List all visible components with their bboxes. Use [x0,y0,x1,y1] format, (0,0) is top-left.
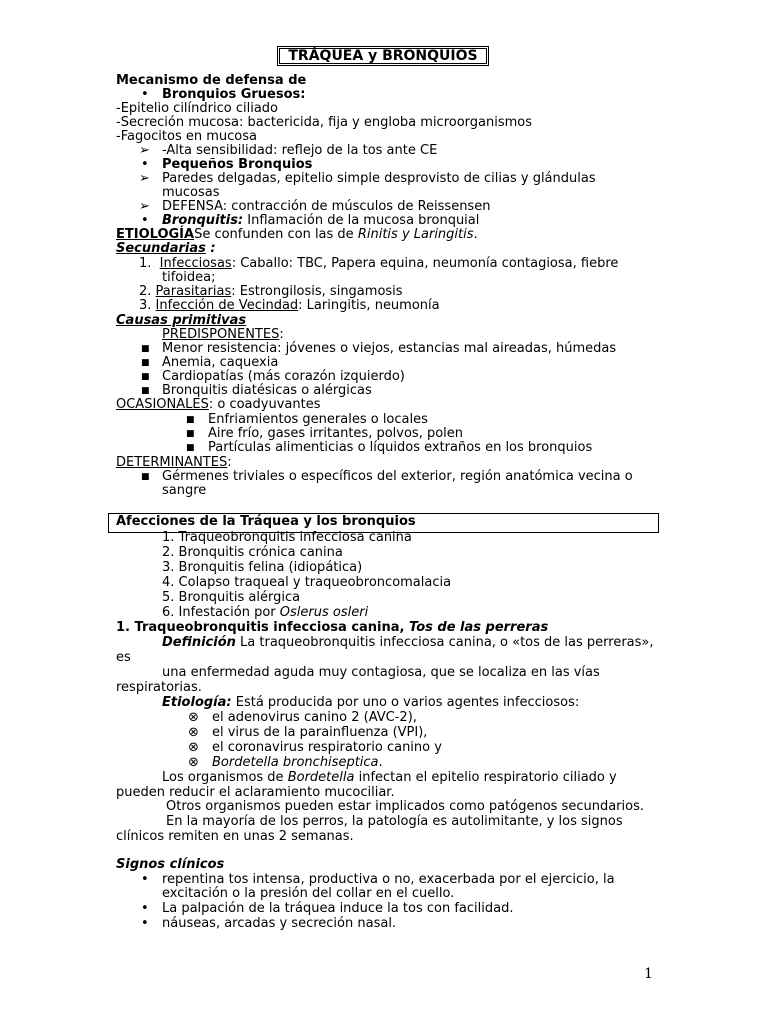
list-item [139,299,440,313]
text-span: : Estrongilosis, singamosis [231,284,403,299]
small-bronchi-heading: Pequeños Bronquios [162,157,313,172]
text-line: -Secreción mucosa: bactericida, fija y engloba microorganismos [116,115,533,130]
text-span: : Laringitis, neumonía [298,298,440,313]
square-bullet-icon: ■ [141,472,150,482]
text-span: Bordetella bronchiseptica [212,755,379,770]
section-heading [116,621,548,635]
text-line: -Fagocitos en mucosa [116,129,257,144]
list-item: 5. Bronquitis alérgica [162,590,301,605]
agent-item: el adenovirus canino 2 (AVC-2), [212,710,417,725]
list-item: 1. Traqueobronquitis infecciosa canina [162,530,412,545]
causas-heading: Causas primitivas [116,313,247,328]
text-line: excitación o la presión del collar en el cuello. [162,886,455,901]
text-span: : [227,455,232,470]
text-span: Tos de las perreras [409,620,549,635]
text-span: Infección de Vecindad [155,298,299,313]
square-bullet-icon: ■ [186,415,195,425]
text-span: Secundarias [116,241,206,256]
text-span: : o coadyuvantes [208,397,321,412]
afecciones-heading: Afecciones de la Tráquea y los bronquios [116,514,416,529]
bullet-icon: • [141,901,149,916]
bullet-icon: • [141,157,149,172]
text-span: Se confunden con las de [194,227,358,242]
list-item: 3. Bronquitis felina (idiopática) [162,560,363,575]
text-span: Está producida por uno o varios agentes infecciosos: [231,695,580,710]
circle-cross-icon: ⊗ [188,725,199,740]
bullet-icon: • [141,213,149,228]
text-line: Menor resistencia: jóvenes o viejos, estancias mal aireadas, húmedas [162,341,617,356]
bronquitis-label: Bronquitis: [162,213,244,228]
text-span: Etiología: [162,695,232,710]
signos-heading: Signos clínicos [116,857,225,872]
text-span: OCASIONALES [116,397,209,412]
text-span: Los organismos de [162,770,288,785]
etiologia-label: ETIOLOGÍA [116,227,195,242]
text-line: Partículas alimenticias o líquidos extraños en los bronquios [208,440,593,455]
text-span: 1. Traqueobronquitis infecciosa canina, [116,620,409,635]
arrow-icon: ➢ [139,171,150,186]
agent-item [212,756,383,770]
text-span: Infecciosas [159,256,232,271]
agent-item: el coronavirus respiratorio canino y [212,740,442,755]
text-line: Cardiopatías (más corazón izquierdo) [162,369,405,384]
text-span: La traqueobronquitis infecciosa canina, o «tos de las perreras», [235,635,654,650]
square-bullet-icon: ■ [186,443,195,453]
bronquitis-line [162,214,479,228]
list-item: 2. Bronquitis crónica canina [162,545,343,560]
list-item [139,257,618,271]
document-title: TRÁQUEA y BRONQUIOS [277,46,489,66]
text-line: pueden reducir el aclaramiento mucociliar. [116,785,395,800]
ocasionales-line [116,398,320,412]
text-span: Definición [162,635,236,650]
list-item [162,606,368,620]
bullet-icon: • [141,916,149,931]
text-span: : [205,241,216,256]
large-bronchi-heading: Bronquios Gruesos: [162,87,306,102]
bullet-icon: • [141,872,149,887]
square-bullet-icon: ■ [141,386,150,396]
text-line: respiratorias. [116,680,202,695]
arrow-icon: ➢ [139,199,150,214]
text-line: DEFENSA: contracción de músculos de Reissensen [162,199,491,214]
text-line: una enfermedad aguda muy contagiosa, que se localiza en las vías [162,665,600,680]
text-line [162,771,617,785]
text-span: . [378,755,383,770]
text-line: Aire frío, gases irritantes, polvos, polen [208,426,464,441]
text-line: En la mayoría de los perros, la patología es autolimitante, y los signos [166,814,623,829]
circle-cross-icon: ⊗ [188,740,199,755]
definicion-line [162,636,654,650]
text-line: es [116,650,131,665]
square-bullet-icon: ■ [186,429,195,439]
text-line: Otros organismos pueden estar implicados como patógenos secundarios. [166,799,644,814]
text-line: clínicos remiten en unas 2 semanas. [116,829,354,844]
text-line: tifoidea; [162,270,216,285]
text-span: Oslerus osleri [279,605,369,620]
text-line: La palpación de la tráquea induce la tos con facilidad. [162,901,514,916]
square-bullet-icon: ■ [141,372,150,382]
square-bullet-icon: ■ [141,344,150,354]
page-number: 1 [644,966,653,982]
text-span: Rinitis y Laringitis [357,227,474,242]
text-span: PREDISPONENTES [162,327,280,342]
text-span: Bordetella [287,770,355,785]
bronquitis-text: Inflamación de la mucosa bronquial [243,213,480,228]
defense-heading: Mecanismo de defensa de [116,73,307,88]
circle-cross-icon: ⊗ [188,710,199,725]
text-line: Bronquitis diatésicas o alérgicas [162,383,372,398]
list-item: 4. Colapso traqueal y traqueobroncomalacia [162,575,452,590]
predisponentes-label [162,328,284,342]
text-line: sangre [162,483,207,498]
text-span: . [473,227,478,242]
text-span: 1. [139,256,152,271]
text-line: Paredes delgadas, epitelio simple desprovisto de cilias y glándulas [162,171,596,186]
text-line: náuseas, arcadas y secreción nasal. [162,916,397,931]
bullet-icon: • [141,87,149,102]
determinantes-line [116,456,232,470]
list-item [139,285,403,299]
etiologia-line [162,696,579,710]
text-span: DETERMINANTES [116,455,228,470]
square-bullet-icon: ■ [141,358,150,368]
text-span: 6. Infestación por [162,605,280,620]
text-span: : Caballo: TBC, Papera equina, neumonía contagiosa, fiebre [231,256,619,271]
text-span: 2. [139,284,152,299]
text-span: infectan el epitelio respiratorio ciliado y [354,770,617,785]
text-span: : [279,327,284,342]
text-span: 3. [139,298,152,313]
text-line: Gérmenes triviales o específicos del exterior, región anatómica vecina o [162,469,633,484]
agent-item: el virus de la parainfluenza (VPI), [212,725,428,740]
text-line: Anemia, caquexia [162,355,279,370]
text-line: repentina tos intensa, productiva o no, exacerbada por el ejercicio, la [162,872,615,887]
secundarias-heading [116,242,216,256]
circle-cross-icon: ⊗ [188,755,199,770]
arrow-icon: ➢ [139,143,150,158]
etiologia-line [116,228,478,242]
text-span: Parasitarias [155,284,232,299]
text-line: -Epitelio cilíndrico ciliado [116,101,278,116]
text-line: -Alta sensibilidad: reflejo de la tos ante CE [162,143,438,158]
text-line: Enfriamientos generales o locales [208,412,428,427]
text-line: mucosas [162,185,220,200]
